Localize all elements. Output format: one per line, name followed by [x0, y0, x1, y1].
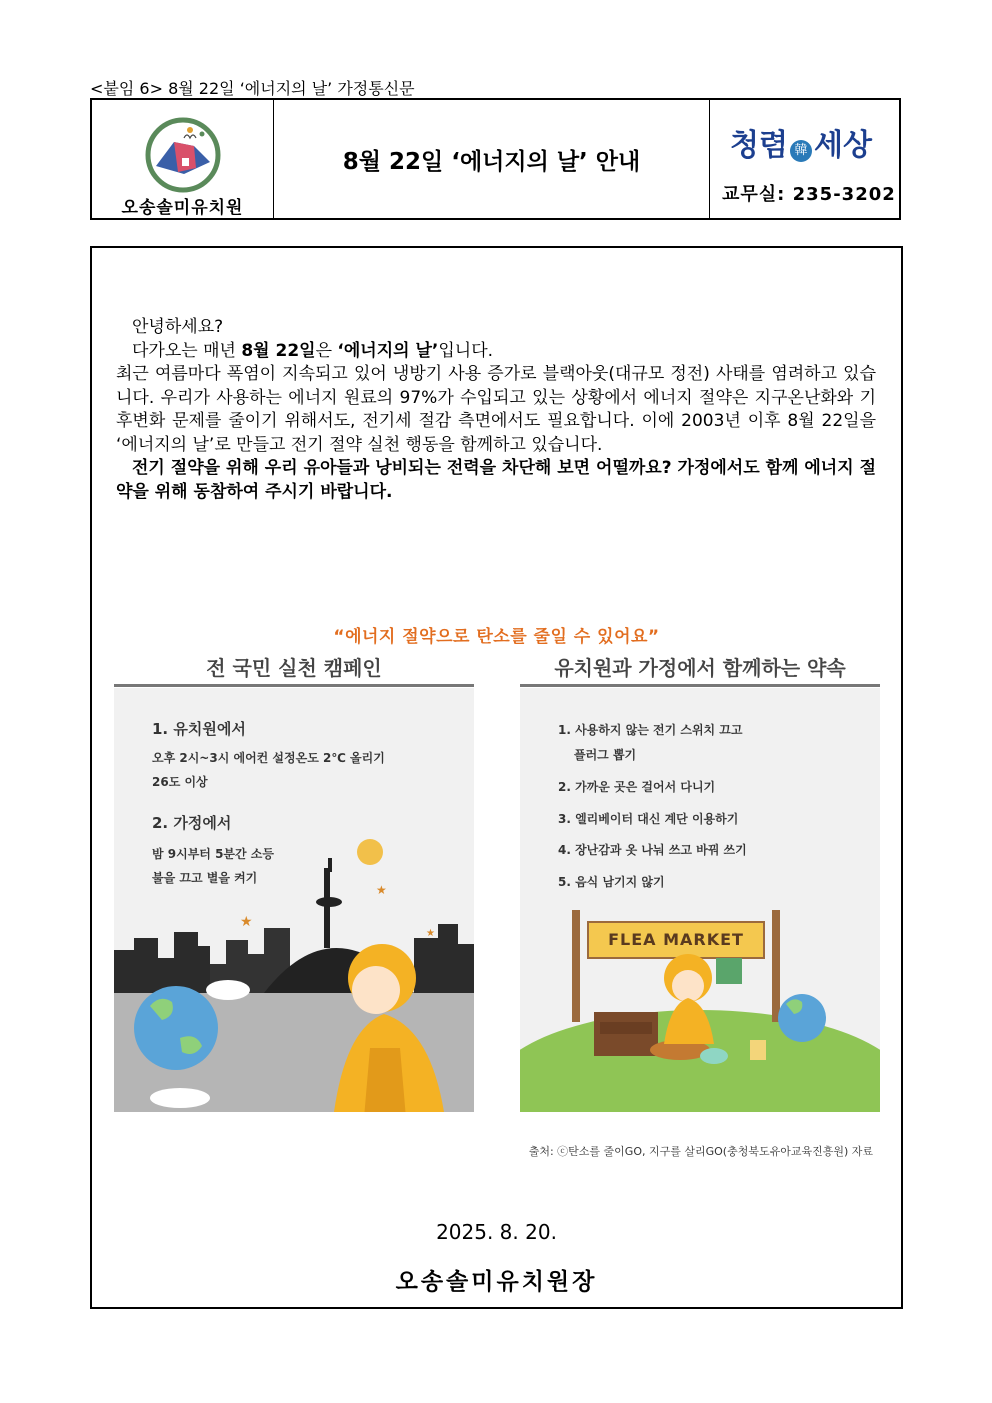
promise-item-1: 1. 사용하지 않는 전기 스위치 끄고 [558, 723, 743, 737]
intro-energy-day: ‘에너지의 날’ [337, 340, 439, 361]
promise-item-3: 3. 엘리베이터 대신 계단 이용하기 [558, 812, 739, 826]
left-step1-line2: 26도 이상 [152, 775, 208, 789]
right-panel-title: 유치원과 가정에서 함께하는 약속 [554, 656, 846, 680]
left-step1-line1: 오후 2시~3시 에어컨 설정온도 2℃ 올리기 [152, 751, 385, 765]
left-step2-title: 2. 가정에서 [152, 814, 232, 832]
office-phone: 교무실: 235-3202 [722, 184, 896, 205]
kindergarten-cell [92, 100, 274, 218]
left-panel-rule [114, 684, 474, 687]
intro-post: 입니다. [438, 340, 494, 361]
intro-paragraph [116, 340, 876, 364]
night-city-illustration [114, 688, 474, 1112]
left-panel-title: 전 국민 실천 캠페인 [206, 656, 382, 680]
right-promise-panel [520, 688, 880, 1112]
slogan-left: 청렴 [730, 128, 788, 163]
kindergarten-name: 오송솔미유치원 [121, 198, 244, 218]
campaign-quote: “에너지 절약으로 탄소를 줄일 수 있어요” [333, 627, 660, 647]
svg-text:★: ★ [376, 883, 387, 897]
integrity-slogan-logo [730, 120, 872, 164]
document-date: 2025. 8. 20. [436, 1220, 557, 1244]
context-paragraph: 최근 여름마다 폭염이 지속되고 있어 냉방기 사용 증가로 블랙아웃(대규모 정전) 사태를 염려하고 있습니다. 우리가 사용하는 에너지 원료의 97%가 수입되고 있는 상황에서 에너지 절약은 지구온난화와 기후변화 문제를 줄이기 위해서도, 전기세 절감 측면에서도 필요합니다. 이에 2003년 이후 8월 22일을 ‘에너지의 날’로 만들고 전기 절약 실천 행동을 함께하고 있습니다. [116, 364, 876, 455]
slogan-right: 세상 [813, 128, 872, 163]
document-title: 8월 22일 ‘에너지의 날’ 안내 [274, 100, 710, 218]
left-step2-line1: 밤 9시부터 5분간 소등 [152, 847, 274, 861]
intro-mid: 은 [315, 340, 338, 361]
attachment-line: <붙임 6> 8월 22일 ‘에너지의 날’ 가정통신문 [90, 79, 415, 98]
image-source: 출처: ⓒ탄소를 줄이GO, 지구를 살리GO(충청북도유아교육진흥원) 자료 [528, 1145, 873, 1158]
right-panel-rule [520, 684, 880, 687]
flea-market-sign: FLEA MARKET [608, 930, 744, 949]
letter-body [116, 316, 876, 504]
header-table [90, 98, 901, 220]
main-content-box [90, 246, 903, 1309]
left-campaign-panel [114, 688, 474, 1112]
promise-item-5: 5. 음식 남기지 않기 [558, 875, 665, 889]
left-step1-title: 1. 유치원에서 [152, 720, 246, 738]
kindergarten-logo-icon [144, 116, 222, 194]
promise-item-4: 4. 장난감과 옷 나눠 쓰고 바꿔 쓰기 [558, 843, 747, 857]
principal-signature: 오송솔미유치원장 [395, 1269, 598, 1295]
contact-cell [710, 100, 899, 218]
left-step2-line2: 불을 끄고 별을 켜기 [152, 871, 258, 885]
greeting: 안녕하세요? [132, 317, 224, 337]
intro-date: 8월 22일 [241, 340, 316, 361]
svg-text:★: ★ [240, 914, 253, 930]
intro-pre: 다가오는 매년 [132, 340, 242, 361]
svg-text:★: ★ [426, 928, 435, 939]
promise-item-1b: 플러그 뽑기 [574, 748, 637, 762]
request-paragraph: 전기 절약을 위해 우리 유아들과 낭비되는 전력을 차단해 보면 어떨까요? 가정에서도 함께 에너지 절약을 위해 동참하여 주시기 바랍니다. [116, 458, 876, 502]
slogan-mid: 韓 [790, 140, 812, 162]
flea-market-illustration [520, 688, 880, 1112]
promise-item-2: 2. 가까운 곳은 걸어서 다니기 [558, 780, 716, 794]
